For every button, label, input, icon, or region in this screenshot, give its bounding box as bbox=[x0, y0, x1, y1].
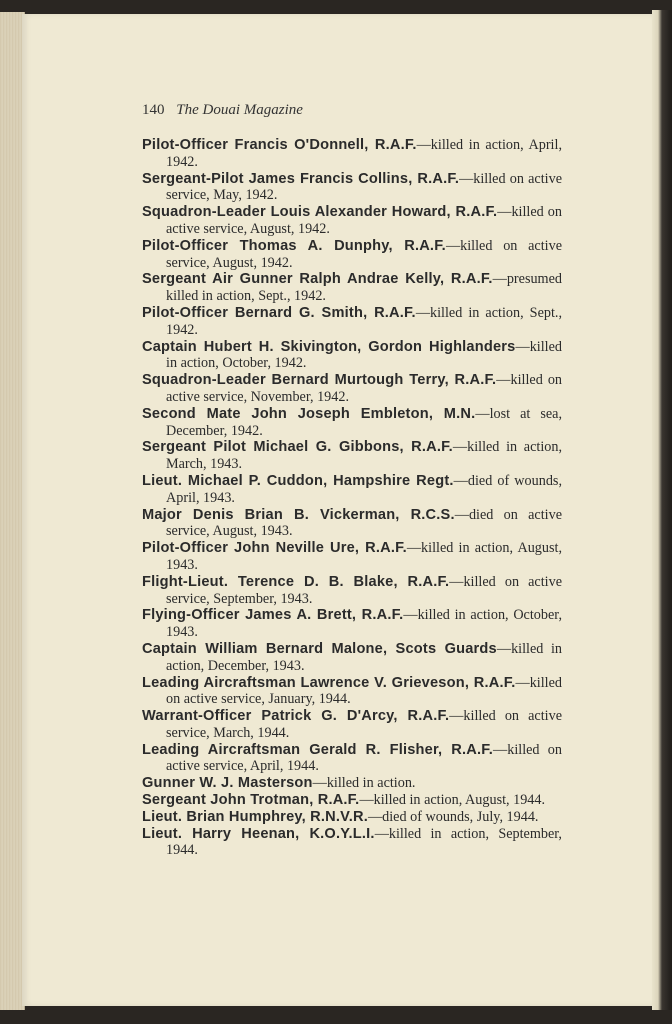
entry-name: Leading Aircraftsman Gerald R. Flisher, R.A.F. bbox=[142, 741, 494, 758]
list-item bbox=[142, 574, 562, 608]
entry-name: Sergeant John Trotman, R.A.F. bbox=[142, 792, 360, 809]
list-item bbox=[142, 792, 562, 809]
entry-name: Flight-Lieut. Terence D. B. Blake, R.A.F. bbox=[142, 573, 450, 590]
list-item bbox=[142, 171, 562, 205]
entry-detail: —killed in action, Sept., 1942. bbox=[166, 304, 562, 338]
entry-detail: —presumed killed in action, Sept., 1942. bbox=[166, 271, 562, 305]
list-item bbox=[142, 607, 562, 641]
list-item bbox=[142, 204, 562, 238]
entry-detail: —lost at sea, December, 1942. bbox=[166, 405, 562, 439]
entry-name: Lieut. Michael P. Cuddon, Hampshire Regt. bbox=[142, 472, 454, 489]
entry-detail: —killed on active service, November, 1942. bbox=[166, 372, 563, 405]
entry-detail: —killed on active service, March, 1944. bbox=[166, 708, 562, 741]
running-header bbox=[142, 102, 303, 119]
magazine-title: The Douai Magazine bbox=[176, 102, 303, 118]
list-item bbox=[142, 708, 562, 742]
list-item bbox=[142, 271, 562, 305]
entry-name: Major Denis Brian B. Vickerman, R.C.S. bbox=[142, 506, 455, 523]
entry-name: Captain William Bernard Malone, Scots Guards bbox=[142, 640, 497, 657]
list-item bbox=[142, 809, 562, 826]
entry-detail: —killed on active service, September, 1943. bbox=[166, 573, 562, 607]
entry-name: Sergeant Air Gunner Ralph Andrae Kelly, R.A.F. bbox=[142, 271, 493, 288]
list-item bbox=[142, 372, 562, 406]
list-item bbox=[142, 775, 562, 792]
entry-detail: —died of wounds, July, 1944. bbox=[367, 808, 539, 825]
entry-detail: —killed on active service, April, 1944. bbox=[166, 741, 562, 775]
list-item bbox=[142, 137, 562, 171]
entry-name: Second Mate John Joseph Embleton, M.N. bbox=[142, 405, 476, 422]
entry-name: Sergeant-Pilot James Francis Collins, R.A.F. bbox=[142, 170, 460, 187]
entry-detail: —killed in action, August, 1943. bbox=[166, 540, 562, 573]
entry-name: Sergeant Pilot Michael G. Gibbons, R.A.F. bbox=[142, 439, 453, 456]
list-item bbox=[142, 473, 562, 507]
entry-detail: —killed on active service, January, 1944. bbox=[166, 674, 562, 708]
entry-name: Squadron-Leader Bernard Murtough Terry, R.A.F. bbox=[142, 372, 497, 389]
entry-detail: —killed in action, March, 1943. bbox=[166, 439, 563, 473]
entry-name: Pilot-Officer Bernard G. Smith, R.A.F. bbox=[142, 304, 416, 321]
list-item bbox=[142, 238, 562, 272]
entry-detail: —killed on active service, May, 1942. bbox=[166, 170, 562, 204]
list-item bbox=[142, 826, 562, 860]
entry-name: Pilot-Officer John Neville Ure, R.A.F. bbox=[142, 540, 407, 557]
entry-name: Leading Aircraftsman Lawrence V. Grieveson, R.A.F. bbox=[142, 674, 516, 691]
entry-detail: —killed in action, October, 1943. bbox=[166, 607, 562, 641]
entry-name: Gunner W. J. Masterson bbox=[142, 775, 313, 792]
list-item bbox=[142, 339, 562, 373]
list-item bbox=[142, 675, 562, 709]
entry-detail: —killed in action, April, 1942. bbox=[166, 137, 562, 170]
entry-detail: —died on active service, August, 1943. bbox=[166, 506, 563, 540]
entry-detail: —killed in action, September, 1944. bbox=[166, 825, 562, 859]
list-item bbox=[142, 742, 562, 776]
entry-name: Warrant-Officer Patrick G. D'Arcy, R.A.F. bbox=[142, 708, 450, 725]
list-item bbox=[142, 439, 562, 473]
roll-of-honour-list bbox=[142, 137, 562, 859]
list-item bbox=[142, 641, 562, 675]
page-number: 140 bbox=[142, 102, 165, 118]
entry-detail: —killed in action. bbox=[312, 775, 416, 792]
entry-name: Flying-Officer James A. Brett, R.A.F. bbox=[142, 607, 404, 624]
entry-name: Lieut. Harry Heenan, K.O.Y.L.I. bbox=[142, 825, 375, 842]
entry-name: Lieut. Brian Humphrey, R.N.V.R. bbox=[142, 808, 368, 825]
entry-detail: —killed on active service, August, 1942. bbox=[166, 237, 562, 271]
entry-detail: —killed in action, December, 1943. bbox=[166, 640, 562, 674]
list-item bbox=[142, 305, 562, 339]
entry-name: Pilot-Officer Thomas A. Dunphy, R.A.F. bbox=[142, 237, 446, 254]
book-right-edge bbox=[652, 10, 672, 1010]
entry-name: Squadron-Leader Louis Alexander Howard, R.A.F. bbox=[142, 204, 498, 221]
entry-detail: —killed in action, October, 1942. bbox=[166, 338, 562, 372]
list-item bbox=[142, 540, 562, 574]
entry-detail: —killed on active service, August, 1942. bbox=[166, 204, 562, 237]
entry-name: Captain Hubert H. Skivington, Gordon Highlanders bbox=[142, 338, 516, 355]
entry-name: Pilot-Officer Francis O'Donnell, R.A.F. bbox=[142, 137, 417, 153]
entry-detail: —killed in action, August, 1944. bbox=[359, 792, 546, 809]
list-item bbox=[142, 406, 562, 440]
list-item bbox=[142, 507, 562, 541]
entry-detail: —died of wounds, April, 1943. bbox=[166, 472, 562, 506]
